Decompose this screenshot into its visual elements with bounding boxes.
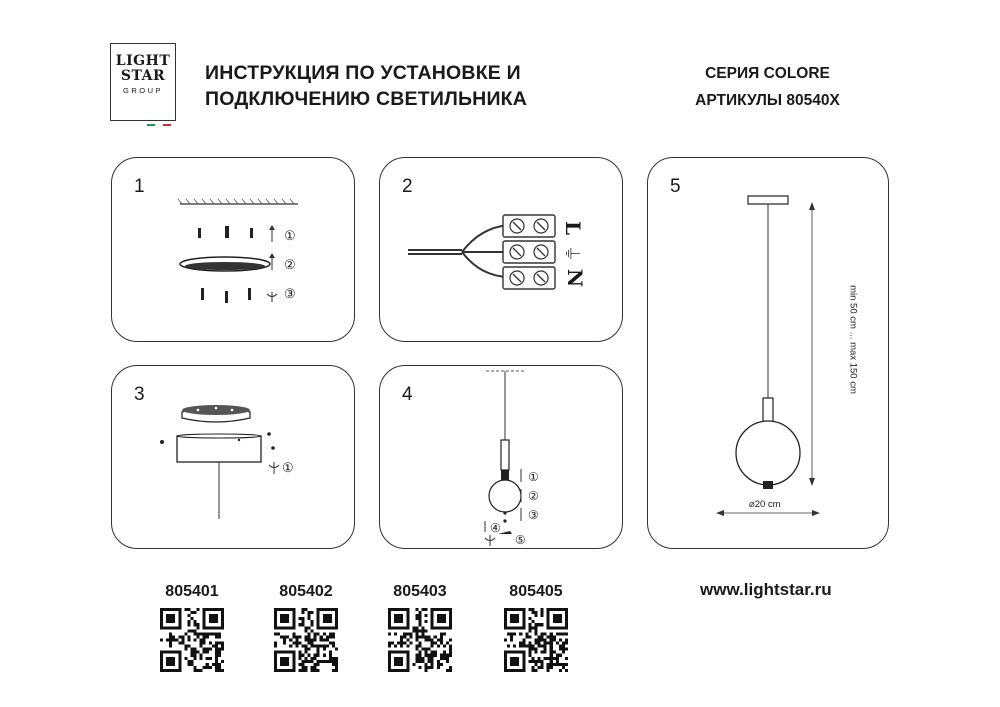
series-info	[690, 60, 845, 114]
step-1-marker: ①	[284, 228, 296, 243]
logo-line-1: LIGHT	[115, 53, 171, 69]
step-1-marker: ①	[282, 460, 294, 475]
lightstar-logo	[110, 43, 176, 121]
step-panel-2	[379, 157, 623, 342]
ceiling-mount-diagram	[112, 158, 356, 343]
panel-number: 3	[134, 384, 145, 405]
website-link[interactable]: www.lightstar.ru	[700, 580, 832, 599]
step-2-marker: ②	[528, 489, 539, 503]
step-panel-1	[111, 157, 355, 342]
qr-code-icon[interactable]	[504, 608, 568, 672]
series-name: СЕРИЯ COLORE	[705, 65, 830, 82]
step-4-marker: ④	[490, 521, 501, 535]
canopy-assembly-diagram	[112, 366, 356, 550]
step-panel-4	[379, 365, 623, 549]
panel-number: 4	[402, 384, 413, 405]
terminal-neutral-label: N	[563, 268, 588, 288]
title-line-1: ИНСТРУКЦИЯ ПО УСТАНОВКЕ И	[205, 62, 521, 84]
article-code-2: 805402	[279, 583, 333, 600]
qr-code-icon[interactable]	[388, 608, 452, 672]
qr-code-icon[interactable]	[160, 608, 224, 672]
step-3-marker: ③	[284, 286, 296, 301]
article-code-4: 805405	[509, 583, 563, 600]
document-title	[205, 60, 527, 112]
wire-connection-diagram	[380, 158, 624, 343]
italian-flag-stripe	[147, 111, 171, 113]
earth-icon: ⏚	[562, 245, 581, 262]
title-line-2: ПОДКЛЮЧЕНИЮ СВЕТИЛЬНИКА	[205, 88, 528, 110]
panel-number: 1	[134, 176, 145, 197]
step-2-marker: ②	[284, 257, 296, 272]
article-code-3: 805403	[393, 583, 447, 600]
step-panel-3	[111, 365, 355, 549]
panel-number: 2	[402, 176, 413, 197]
diameter-dimension-label: ⌀20 cm	[749, 499, 781, 510]
logo-line-2: STAR	[120, 68, 166, 84]
terminal-live-label: L	[561, 220, 586, 236]
logo-line-3: GROUP	[122, 86, 163, 95]
step-panel-5	[647, 157, 889, 549]
step-1-marker: ①	[528, 470, 539, 484]
height-dimension-label: min 50 cm ... max 150 cm	[847, 285, 859, 394]
panel-number: 5	[670, 176, 681, 197]
step-5-marker: ⑤	[515, 533, 526, 547]
qr-code-icon[interactable]	[274, 608, 338, 672]
step-3-marker: ③	[528, 508, 539, 522]
article-code-1: 805401	[165, 583, 219, 600]
article-range: АРТИКУЛЫ 80540X	[695, 92, 840, 109]
shade-assembly-diagram	[380, 366, 624, 550]
